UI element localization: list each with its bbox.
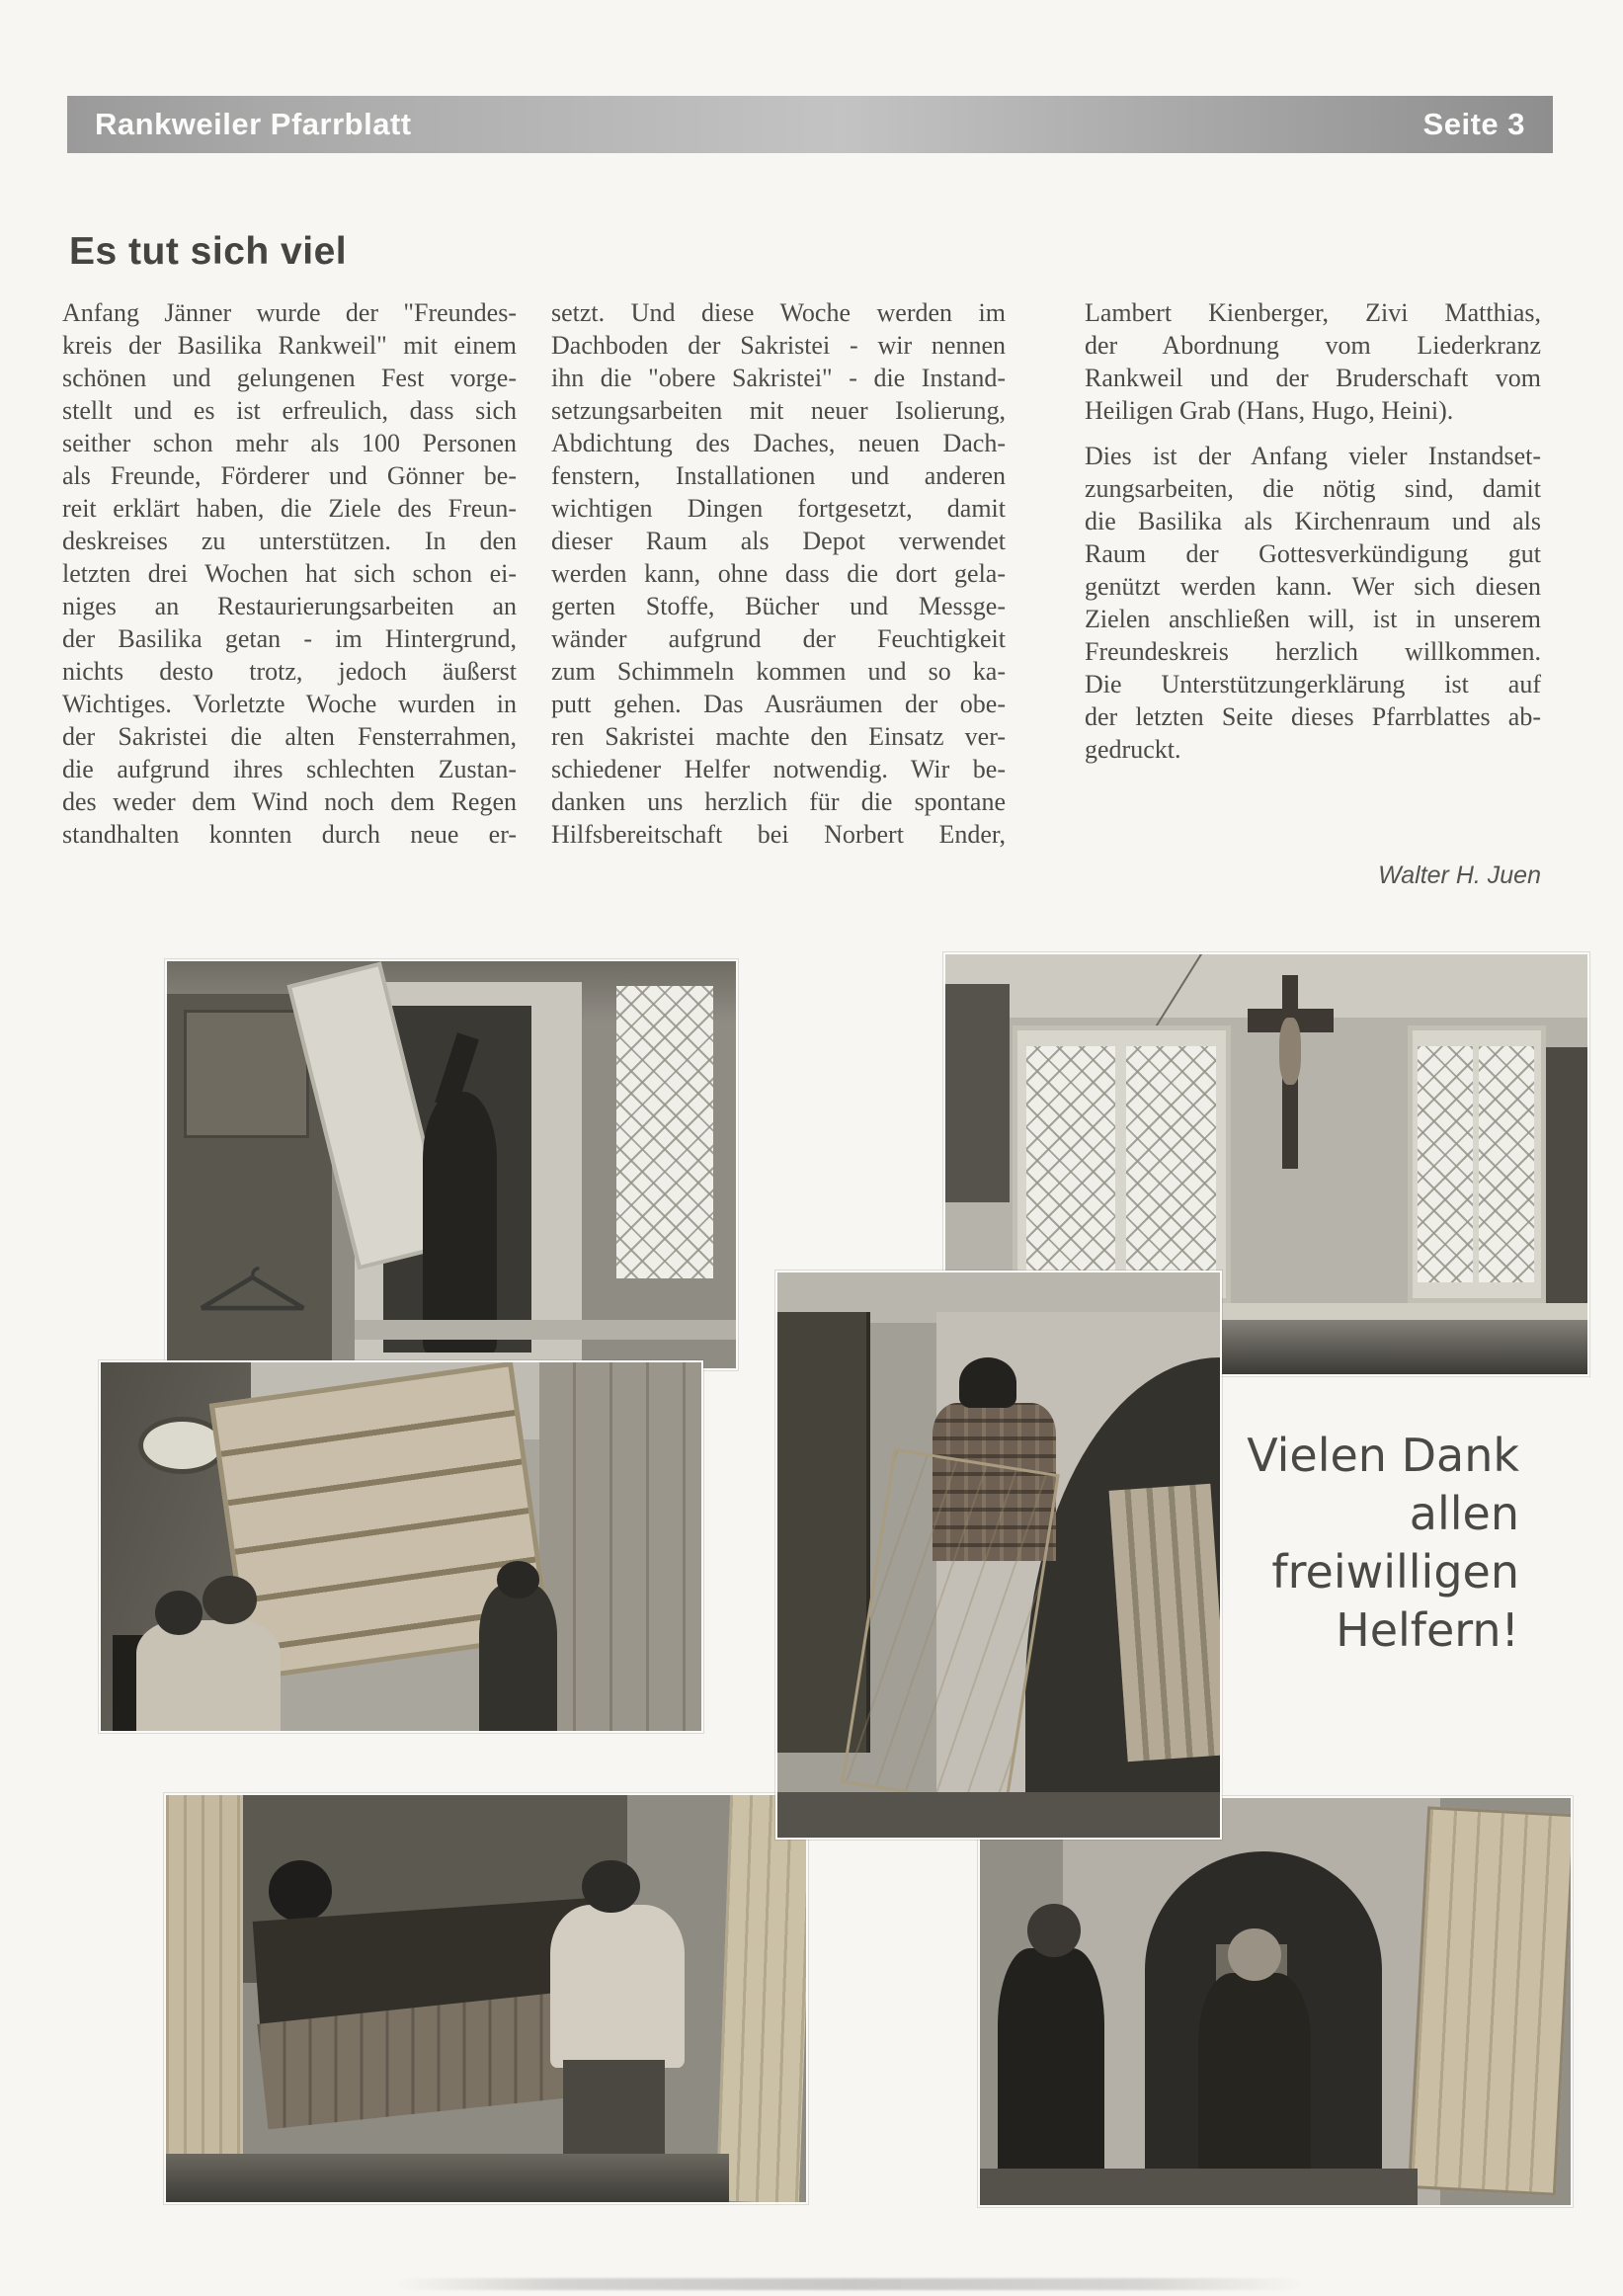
text-line: schiedener Helfer notwendig. Wir be-	[551, 755, 1006, 783]
text-line: werden kann, ohne dass die dort gela-	[551, 559, 1006, 588]
lattice-pane-shape	[1126, 1046, 1216, 1281]
cabinet-shape	[184, 1010, 309, 1138]
helper-silhouette	[998, 1948, 1104, 2205]
text-line: Hilfsbereitschaft bei Norbert Ender,	[551, 820, 1006, 849]
scan-artifact	[395, 2278, 1304, 2290]
text-line: Anfang Jänner wurde der "Freundes-	[62, 298, 517, 327]
text-line: deskreises zu unterstützen. In den	[62, 527, 517, 555]
photo-window-repair	[165, 959, 738, 1370]
helper-head-shape	[582, 1860, 639, 1914]
helper-cap-shape	[959, 1357, 1016, 1408]
text-line: als Freunde, Förderer und Gönner be-	[62, 461, 517, 490]
helper-head-shape	[1027, 1904, 1081, 1957]
page-number-label: Seite 3	[1422, 107, 1525, 141]
author-byline: Walter H. Juen	[1378, 861, 1541, 889]
text-line: putt gehen. Das Ausräumen der obe-	[551, 690, 1006, 718]
helper-head-shape	[497, 1561, 539, 1598]
wood-plank-shape	[716, 1794, 808, 2204]
window-sill-shape	[355, 1320, 736, 1341]
text-line: niges an Restaurierungsarbeiten an	[62, 592, 517, 620]
window-frame-shape	[1013, 1025, 1231, 1303]
text-line: stellt und es ist erfreulich, dass sich	[62, 396, 517, 425]
text-line: setzt. Und diese Woche werden im	[551, 298, 1006, 327]
text-line: Abdichtung des Daches, neuen Dach-	[551, 429, 1006, 457]
photo-chest-carrying	[164, 1793, 808, 2204]
text-line: standhalten konnten durch neue er-	[62, 820, 517, 849]
photo-panel-carrying	[775, 1271, 1222, 1840]
text-line: der Sakristei die alten Fensterrahmen,	[62, 722, 517, 751]
stacked-doors-shape	[1109, 1484, 1222, 1762]
text-line: Die Unterstützungerklärung ist auf	[1085, 670, 1541, 698]
text-line: Helfern!	[1336, 1603, 1519, 1657]
lattice-pane-shape	[1479, 1046, 1534, 1281]
furniture-shape	[1546, 1047, 1587, 1308]
text-line: der letzten Seite dieses Pfarrblattes ab-	[1085, 702, 1541, 731]
text-line: ihn die "obere Sakristei" - die Instand-	[551, 364, 1006, 392]
text-line: der Basilika getan - im Hintergrund,	[62, 624, 517, 653]
text-line: setzungsarbeiten mit neuer Isolierung,	[551, 396, 1006, 425]
wood-wall-shape	[539, 1362, 701, 1731]
text-line: die Basilika als Kirchenraum und als	[1085, 507, 1541, 535]
text-line: ren Sakristei machte den Einsatz ver-	[551, 722, 1006, 751]
hat-shape	[269, 1860, 333, 1922]
text-line: der Abordnung vom Liederkranz	[1085, 331, 1541, 360]
floor-shape	[166, 2154, 729, 2202]
ceiling-lamp-shape	[143, 1422, 221, 1469]
text-line: danken uns herzlich für die spontane	[551, 787, 1006, 816]
clothes-hanger-icon	[196, 1263, 309, 1320]
lattice-pane-shape	[1418, 1046, 1473, 1281]
text-line: seither schon mehr als 100 Personen	[62, 429, 517, 457]
text-line: kreis der Basilika Rankweil" mit einem	[62, 331, 517, 360]
helper-jacket-shape	[550, 1905, 685, 2068]
corpus-shape	[1279, 1018, 1301, 1085]
text-line: gedruckt.	[1085, 735, 1181, 764]
helper-silhouette	[479, 1584, 557, 1731]
wood-post-shape	[166, 1795, 243, 2202]
helper-head-shape	[1228, 1928, 1281, 1982]
text-line: freiwilligen	[1271, 1545, 1519, 1599]
helper-head-shape	[155, 1591, 203, 1635]
masthead-title: Rankweiler Pfarrblatt	[95, 107, 412, 141]
masthead-bar	[67, 96, 1553, 153]
cabinet-shape	[945, 984, 1010, 1202]
lattice-pane-shape	[1026, 1046, 1116, 1281]
text-line: wichtigen Dingen fortgesetzt, damit	[551, 494, 1006, 523]
text-line: gerten Stoffe, Bücher und Messge-	[551, 592, 1006, 620]
text-line: zum Schimmeln kommen und so ka-	[551, 657, 1006, 686]
text-column-1	[62, 296, 517, 851]
paragraph	[1085, 440, 1541, 766]
floor-shape	[980, 2169, 1418, 2205]
text-line: Lambert Kienberger, Zivi Matthias,	[1085, 298, 1541, 327]
ceiling-shape	[945, 954, 1587, 1018]
text-line: reit erklärt haben, die Ziele des Freun-	[62, 494, 517, 523]
text-line: Rankweil und der Bruderschaft vom	[1085, 364, 1541, 392]
text-line: fenstern, Installationen und anderen	[551, 461, 1006, 490]
text-line: Vielen Dank	[1247, 1429, 1519, 1482]
worker-silhouette	[423, 1092, 497, 1353]
text-line: genützt werden kann. Wer sich diesen	[1085, 572, 1541, 601]
text-line: nichts desto trotz, jedoch äußerst	[62, 657, 517, 686]
photo-shelf-carrying	[99, 1360, 703, 1733]
text-column-2	[551, 296, 1006, 851]
lattice-pane-shape	[616, 986, 713, 1279]
floor-shape	[777, 1792, 1220, 1838]
text-line: Raum der Gottesverkündigung gut	[1085, 539, 1541, 568]
window-frame-shape	[1408, 1025, 1546, 1303]
text-line: die aufgrund ihres schlechten Zustan-	[62, 755, 517, 783]
text-line: Zielen anschließen will, ist in unserem	[1085, 605, 1541, 633]
text-column-3	[1085, 296, 1541, 766]
photo-archway-helpers	[978, 1796, 1573, 2207]
helper-silhouette	[136, 1620, 281, 1731]
text-line: dieser Raum als Depot verwendet	[551, 527, 1006, 555]
text-line: Wichtiges. Vorletzte Woche wurden in	[62, 690, 517, 718]
wood-door-shape	[1407, 1807, 1573, 2197]
helper-head-shape	[203, 1576, 257, 1623]
article-title: Es tut sich viel	[69, 230, 348, 274]
text-line: wänder aufgrund der Feuchtigkeit	[551, 624, 1006, 653]
text-line: Freundeskreis herzlich willkommen.	[1085, 637, 1541, 666]
text-line: Dies ist der Anfang vieler Instandset-	[1085, 442, 1541, 470]
text-line: schönen und gelungenen Fest vorge-	[62, 364, 517, 392]
text-line: letzten drei Wochen hat sich schon ei-	[62, 559, 517, 588]
text-line: zungsarbeiten, die nötig sind, damit	[1085, 474, 1541, 503]
paragraph	[1085, 296, 1541, 427]
text-line: Heiligen Grab (Hans, Hugo, Heini).	[1085, 396, 1454, 425]
text-line: allen	[1409, 1487, 1519, 1540]
text-line: Dachboden der Sakristei - wir nennen	[551, 331, 1006, 360]
text-line: des weder dem Wind noch dem Regen	[62, 787, 517, 816]
